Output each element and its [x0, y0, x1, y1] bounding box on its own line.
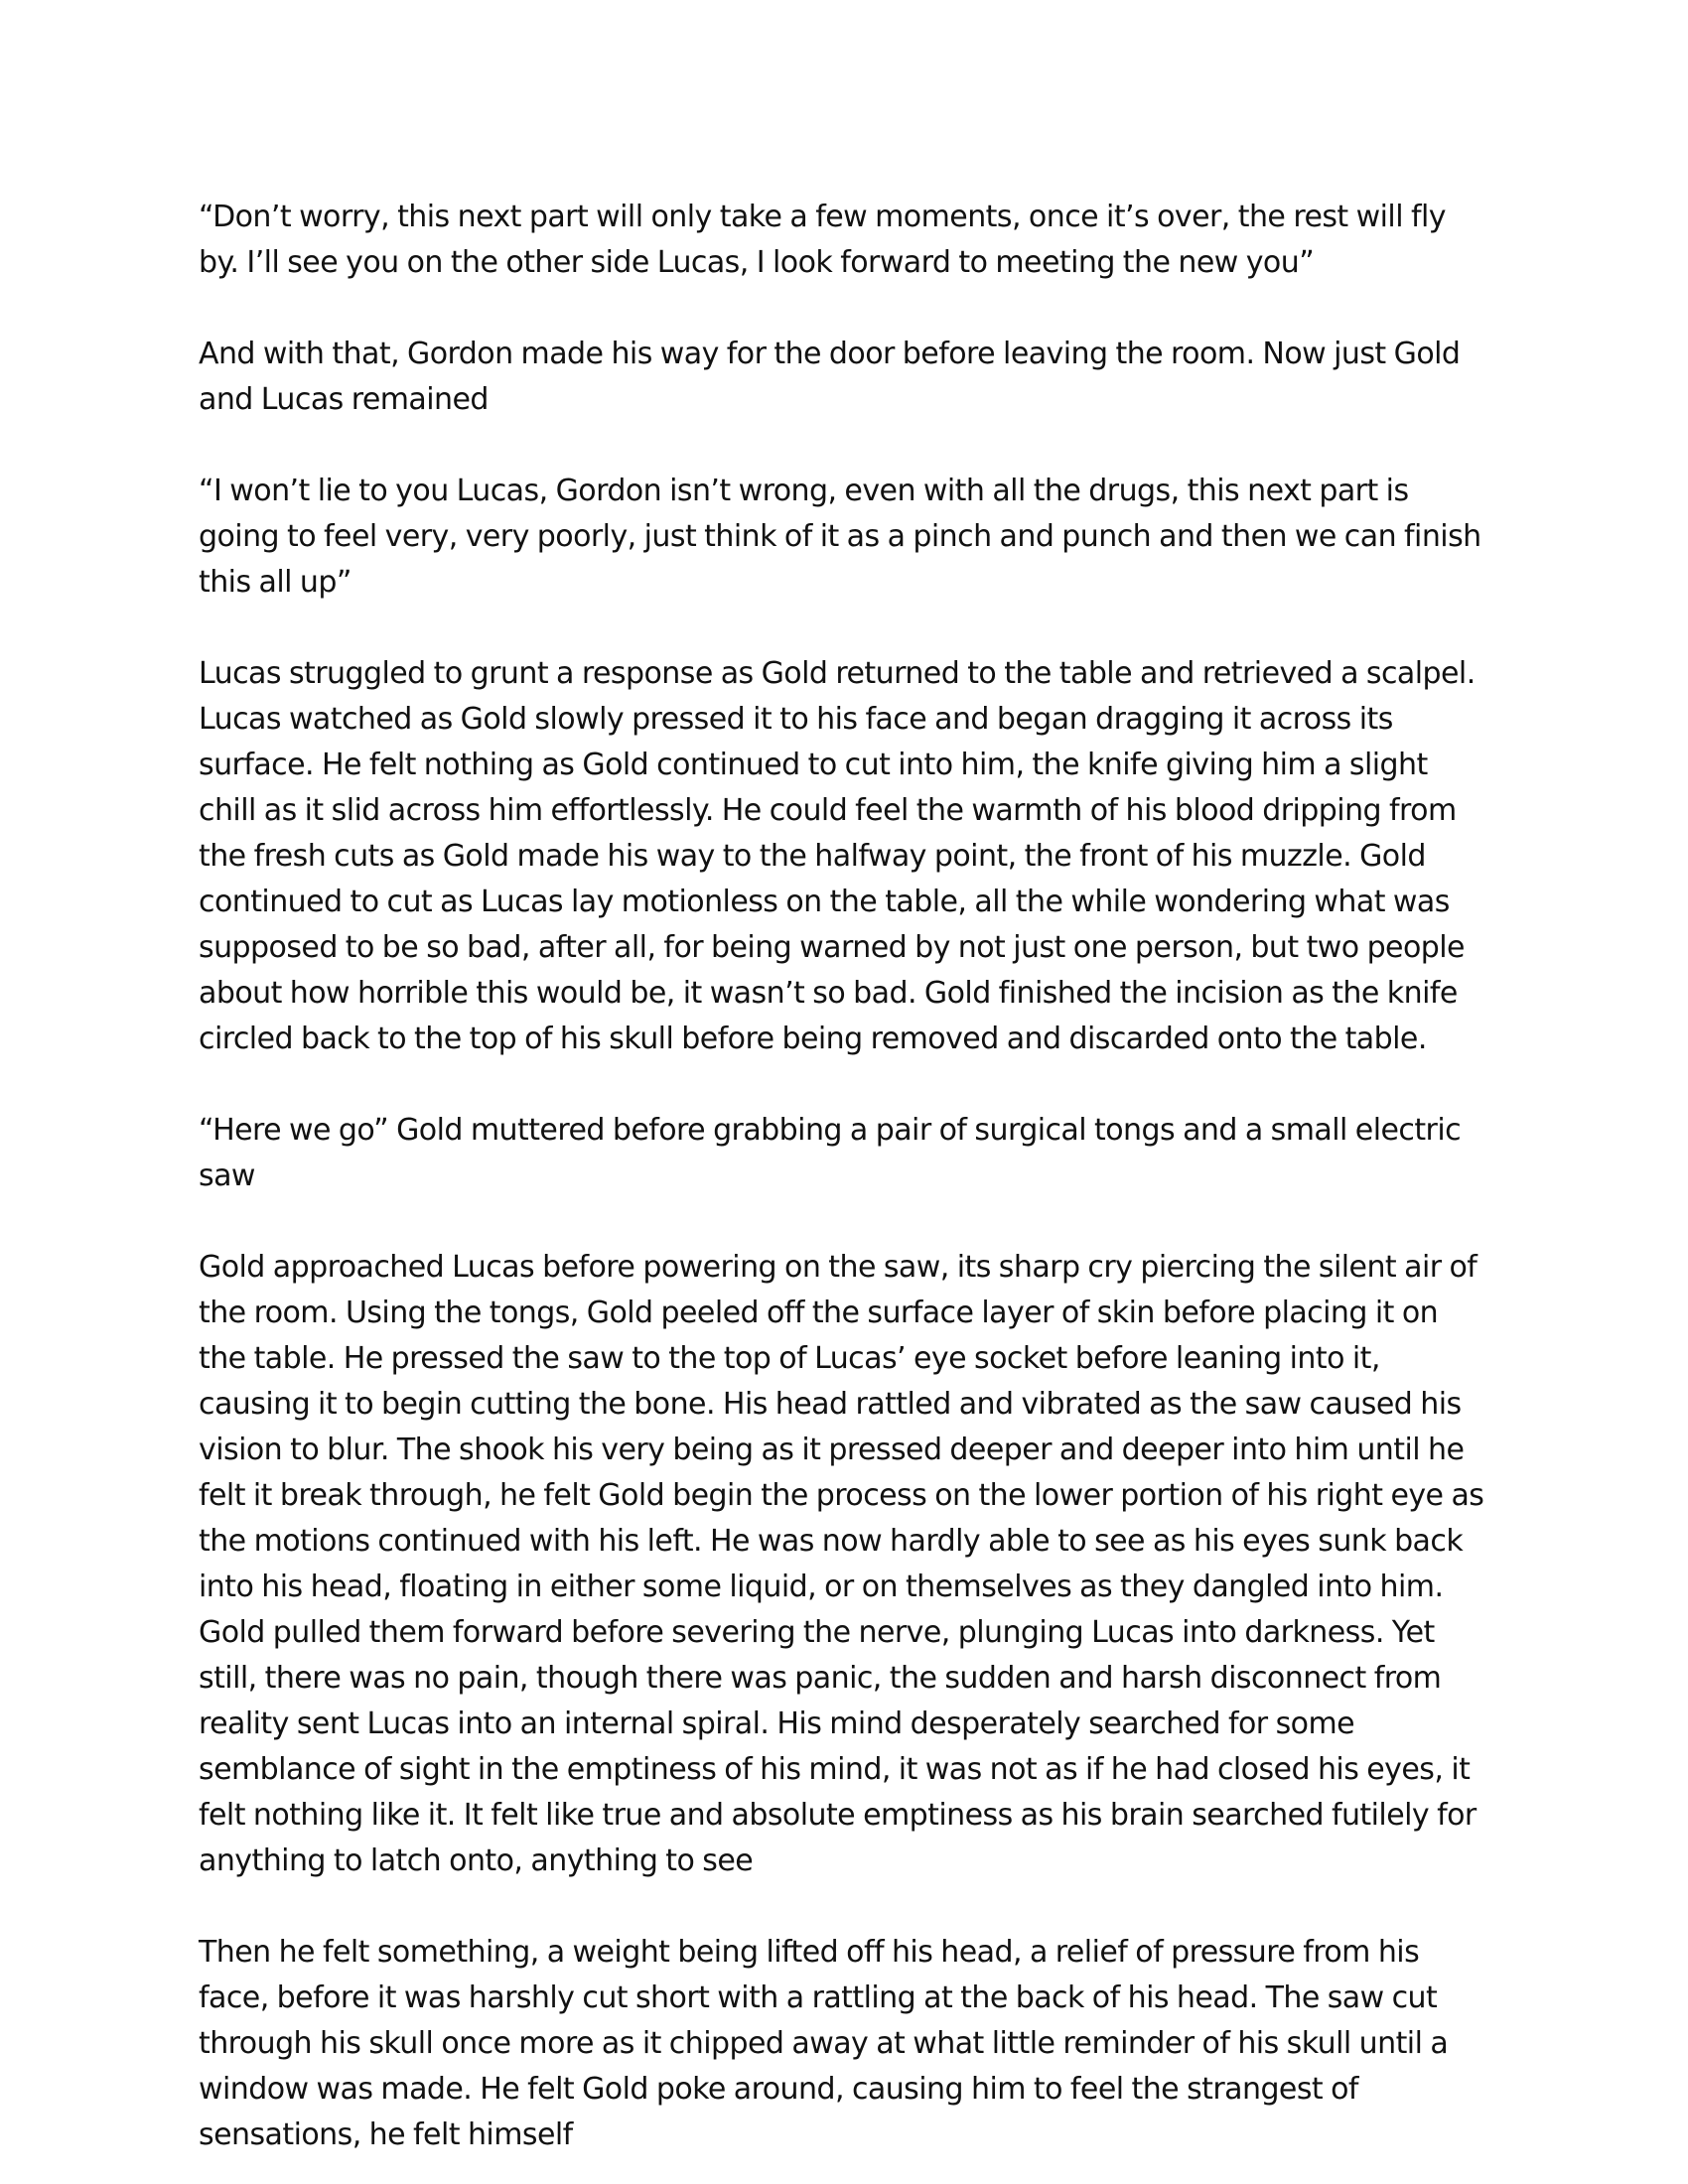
paragraph-7: Then he felt something, a weight being lifted off his head, a relief of pressure from his face, before it was harshly cut short with a rattling at the back of his head. The saw cut through his skull once more as it chipped away at what little reminder of his skull until a window was made. He felt Gold poke around, causing him to feel the strangest of sensations, he felt himself [199, 1935, 1449, 2152]
paragraph-3: “I won’t lie to you Lucas, Gordon isn’t wrong, even with all the drugs, this next part is going to feel very, very poorly, just think of it as a pinch and punch and then we can finish this all up” [199, 474, 1481, 600]
paragraph-4: Lucas struggled to grunt a response as Gold returned to the table and retrieved a scalpel. Lucas watched as Gold slowly pressed it to his face and began dragging it across its surface. He felt nothing as Gold continued to cut into him, the knife giving him a slight chill as it slid across him effortlessly. He could feel the warmth of his blood dripping from the fresh cuts as Gold made his way to the halfway point, the front of his muzzle. Gold continued to cut as Lucas lay motionless on the table, all the while wondering what was supposed to be so bad, after all, for being warned by not just one person, but two people about how horrible this would be, it wasn’t so bad. Gold finished the incision as the knife circled back to the top of his skull before being removed and discarded onto the table. [199, 656, 1476, 1056]
paragraph-2: And with that, Gordon made his way for the door before leaving the room. Now just Gold and Lucas remained [199, 337, 1461, 417]
paragraph-1: “Don’t worry, this next part will only take a few moments, once it’s over, the rest will fly by. I’ll see you on the other side Lucas, I look forward to meeting the new you” [199, 200, 1446, 280]
paragraph-6: Gold approached Lucas before powering on the saw, its sharp cry piercing the silent air of the room. Using the tongs, Gold peeled off the surface layer of skin before placing it on the table. He pressed the saw to the top of Lucas’ eye socket before leaning into it, causing it to begin cutting the bone. His head rattled and vibrated as the saw caused his vision to blur. The shook his very being as it pressed deeper and deeper into him until he felt it break through, he felt Gold begin the process on the lower portion of his right eye as the motions continued with his left. He was now hardly able to see as his eyes sunk back into his head, floating in either some liquid, or on themselves as they dangled into him. Gold pulled them forward before severing the nerve, plunging Lucas into darkness. Yet still, there was no pain, though there was panic, the sudden and harsh disconnect from reality sent Lucas into an internal spiral. His mind desperately searched for some semblance of sight in the emptiness of his mind, it was not as if he had closed his eyes, it felt nothing like it. It felt like true and absolute emptiness as his brain searched futilely for anything to latch onto, anything to see [199, 1250, 1484, 1878]
paragraph-5: “Here we go” Gold muttered before grabbing a pair of surgical tongs and a small electric saw [199, 1113, 1462, 1193]
